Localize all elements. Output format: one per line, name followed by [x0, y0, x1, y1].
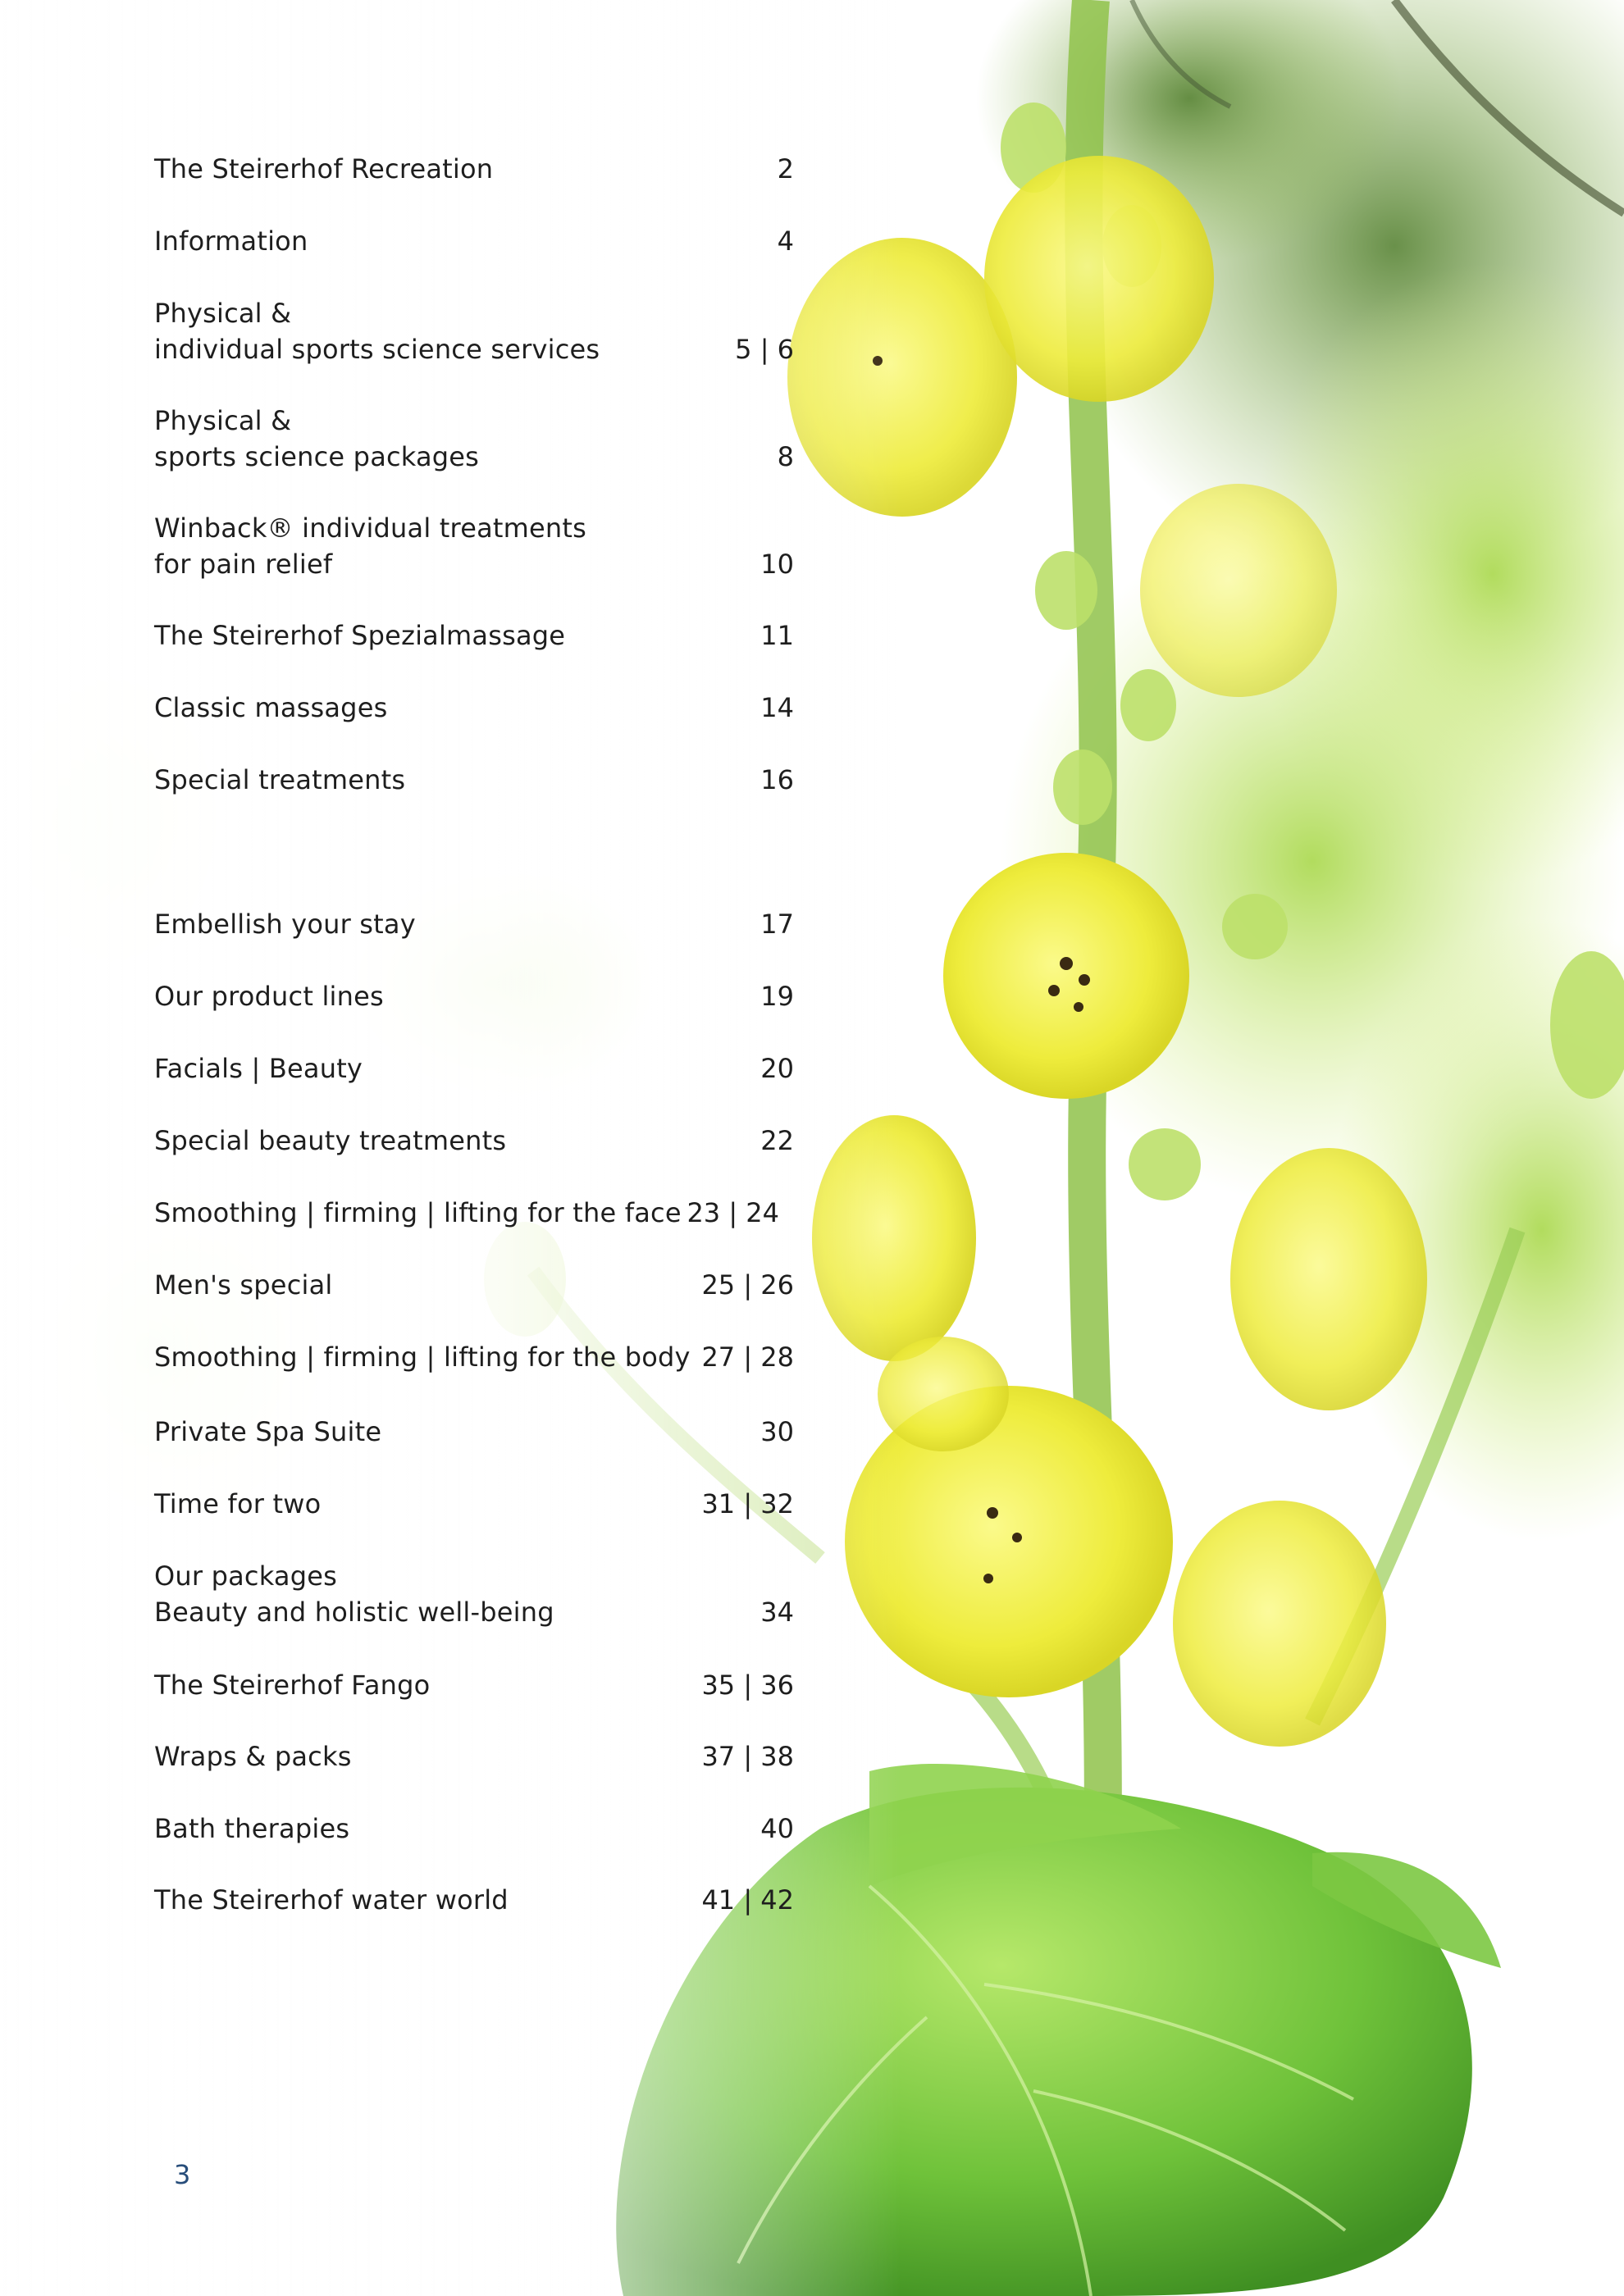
toc-entry-page: 20 — [760, 1053, 794, 1084]
toc-entry-page: 4 — [777, 226, 794, 257]
toc-entry-title: The Steirerhof Spezialmassage — [154, 620, 566, 651]
toc-entry-page: 37 | 38 — [701, 1741, 794, 1772]
toc-entry-title: Physical & individual sports science services — [154, 298, 600, 365]
toc-entry-title: Time for two — [154, 1488, 322, 1519]
toc-entry[interactable] — [154, 1267, 794, 1303]
toc-entry[interactable] — [154, 617, 794, 654]
toc-entry-title: Wraps & packs — [154, 1741, 352, 1772]
toc-entry-title: Facials | Beauty — [154, 1053, 363, 1084]
toc-entry[interactable] — [154, 1558, 794, 1630]
toc-entry-title: Classic massages — [154, 692, 388, 723]
toc-entry[interactable] — [154, 295, 794, 367]
toc-entry[interactable] — [154, 1414, 794, 1450]
toc-entry[interactable] — [154, 690, 794, 726]
toc-entry[interactable] — [154, 1811, 794, 1847]
page-number: 3 — [174, 2159, 191, 2190]
toc-entry-page: 27 | 28 — [701, 1342, 794, 1373]
toc-entry-title: Information — [154, 226, 308, 257]
toc-entry-page: 14 — [760, 692, 794, 723]
toc-entry-title: Special treatments — [154, 764, 406, 795]
toc-entry-page: 16 — [760, 764, 794, 795]
toc-entry-page: 5 | 6 — [735, 334, 794, 365]
toc-entry-title: The Steirerhof Recreation — [154, 153, 494, 184]
toc-entry-page: 23 | 24 — [687, 1197, 779, 1228]
toc-entry[interactable] — [154, 1123, 794, 1159]
toc-entry[interactable] — [154, 1050, 794, 1086]
toc-entry-page: 35 | 36 — [701, 1670, 794, 1701]
toc-entry-page: 8 — [777, 441, 794, 472]
toc-entry-page: 10 — [760, 549, 794, 580]
toc-entry-title: Smoothing | firming | lifting for the face — [154, 1197, 682, 1228]
toc-entry-title: Winback® individual treatments for pain relief — [154, 512, 586, 580]
toc-entry[interactable] — [154, 978, 794, 1014]
toc-entry-title: Private Spa Suite — [154, 1416, 382, 1447]
toc-entry[interactable] — [154, 151, 794, 187]
toc-entry[interactable] — [154, 1486, 794, 1522]
toc-entry-title: The Steirerhof Fango — [154, 1670, 431, 1701]
toc-entry-page: 2 — [777, 153, 794, 184]
toc-entry-title: Our packages Beauty and holistic well-being — [154, 1560, 554, 1628]
toc-entry[interactable] — [154, 403, 794, 475]
toc-entry[interactable] — [154, 762, 794, 798]
toc-entry-title: The Steirerhof water world — [154, 1884, 509, 1916]
toc-entry-page: 22 — [760, 1125, 794, 1156]
toc-entry-title: Embellish your stay — [154, 909, 416, 940]
toc-entry-page: 30 — [760, 1416, 794, 1447]
toc-entry[interactable] — [154, 223, 794, 259]
toc-entry-page: 11 — [760, 620, 794, 651]
toc-entry-page: 34 — [760, 1597, 794, 1628]
toc-entry-page: 40 — [760, 1813, 794, 1844]
toc-entry-title: Men's special — [154, 1269, 333, 1301]
toc-entry-page: 17 — [760, 909, 794, 940]
toc-entry-title: Our product lines — [154, 981, 384, 1012]
toc-entry[interactable] — [154, 1738, 794, 1774]
toc-entry-page: 41 | 42 — [701, 1884, 794, 1916]
toc-entry-page: 25 | 26 — [701, 1269, 794, 1301]
toc-entry[interactable] — [154, 1667, 794, 1703]
toc-entry[interactable] — [154, 1195, 794, 1231]
toc-entry[interactable] — [154, 510, 794, 582]
toc-entry[interactable] — [154, 1339, 794, 1375]
toc-entry-title: Physical & sports science packages — [154, 405, 480, 472]
toc-entry-title: Bath therapies — [154, 1813, 350, 1844]
toc-entry-page: 19 — [760, 981, 794, 1012]
toc-entry-title: Special beauty treatments — [154, 1125, 507, 1156]
toc-entry-title: Smoothing | firming | lifting for the body — [154, 1342, 691, 1373]
toc-entry[interactable] — [154, 1882, 794, 1918]
toc-entry[interactable] — [154, 906, 794, 942]
toc-entry-page: 31 | 32 — [701, 1488, 794, 1519]
